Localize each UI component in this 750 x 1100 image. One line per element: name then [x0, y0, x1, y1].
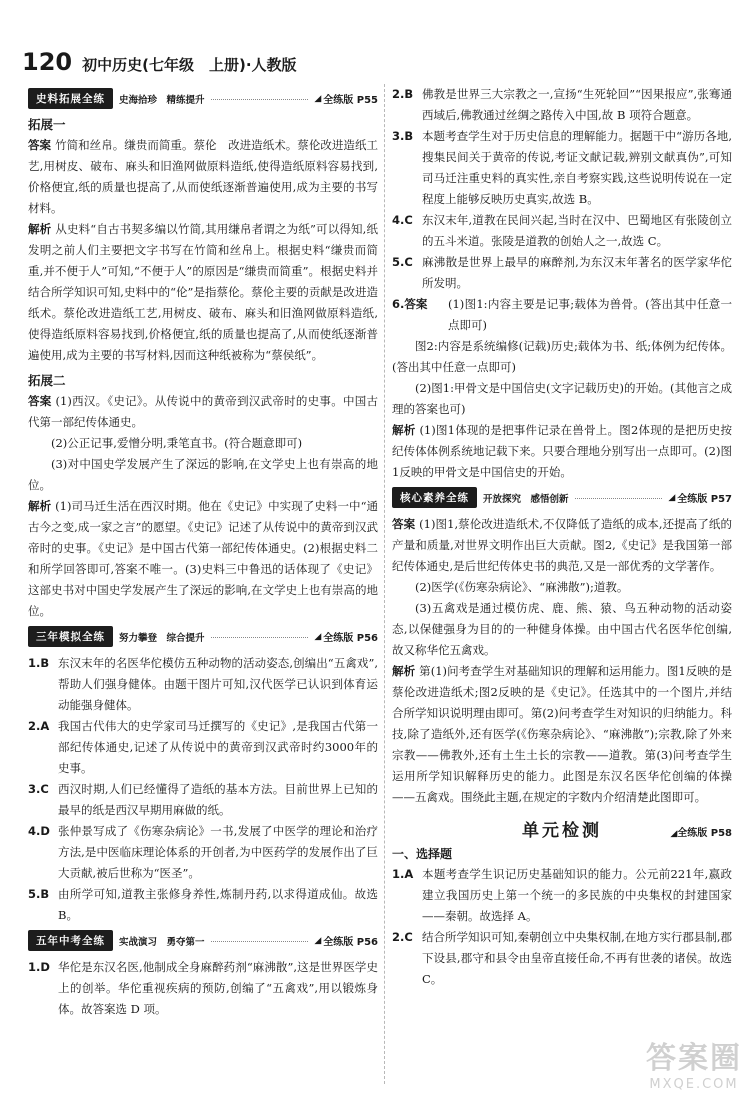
banner-slogan: 史海拾珍 精练提升 — [119, 94, 205, 106]
item-id: 1.D — [28, 960, 50, 974]
item-text: 东汉末年的名医华佗模仿五种动物的活动姿态,创编出“五禽戏”,帮助人们强身健体。由题干图片可知,汉代医学已认识到体育运动能强身健体。 — [58, 656, 378, 712]
item-text: 佛教是世界三大宗教之一,宣扬“生死轮回”“因果报应”,张骞通西域后,佛教通过丝绸之路传入中国,故 B 项符合题意。 — [422, 87, 732, 122]
banner-title: 五年中考全练 — [28, 930, 113, 951]
book-title: 初中历史(七年级 上册)·人教版 — [82, 56, 297, 74]
extension-2-analysis — [28, 496, 378, 622]
item-text: 麻沸散是世界上最早的麻醉剂,为东汉末年著名的医学家华佗所发明。 — [422, 255, 732, 290]
analysis-label: 解析 — [28, 222, 52, 236]
section-banner-history-extension — [28, 88, 378, 109]
answer-text: (1)西汉。《史记》。从传说中的黄帝到汉武帝时的史事。中国古代第一部纪传体通史。 — [28, 394, 378, 429]
page-header — [22, 48, 297, 78]
section-banner-three-year-mock — [28, 626, 378, 647]
item-text: 由所学可知,道教主张修身养性,炼制丹药,以求得道成仙。故选 B。 — [58, 887, 378, 922]
item-id: 2.B — [392, 87, 414, 101]
banner-rule — [211, 940, 309, 942]
answer-label: 答案 — [28, 138, 52, 152]
answer-item — [392, 126, 732, 210]
banner-ref-text: 全练版 P57 — [677, 494, 732, 505]
page-number: 120 — [22, 48, 73, 76]
banner-slogan: 实战演习 勇夺第一 — [119, 936, 205, 948]
item-id: 3.C — [28, 782, 49, 796]
section-banner-five-year-exam — [28, 930, 378, 951]
item-text: 我国古代伟大的史学家司马迁撰写的《史记》,是我国古代第一部纪传体通史,记述了从传说中的黄帝到汉武帝时约3000年的史事。 — [58, 719, 378, 775]
answer-item — [28, 653, 378, 716]
item-text: 结合所学知识可知,秦朝创立中央集权制,在地方实行郡县制,郡下设县,郡守和县令由皇帝直接任命,不再有世袭的诸侯。故选 C。 — [422, 930, 732, 986]
extension-2-title: 拓展二 — [28, 373, 66, 388]
watermark-url: MXQE.COM — [649, 1077, 739, 1092]
right-column — [392, 84, 732, 1094]
answer-item — [28, 779, 378, 821]
site-watermark — [646, 1033, 742, 1092]
answer-item — [392, 210, 732, 252]
core-answer-2: (2)医学(《伤寒杂病论》、“麻沸散”);道教。 — [415, 580, 629, 594]
banner-ref-text: 全练版 P58 — [677, 828, 732, 839]
extension-1-answer — [28, 135, 378, 219]
banner-slogan: 开放探究 感悟创新 — [483, 493, 569, 505]
item-id: 6.答案 — [392, 297, 428, 311]
column-divider — [384, 84, 385, 1084]
arrow-icon: ◢ — [668, 492, 676, 503]
banner-ref-text: 全练版 P56 — [323, 937, 378, 948]
answer-item — [28, 821, 378, 884]
question-6-analysis — [392, 420, 732, 483]
item-id: 2.C — [392, 930, 413, 944]
banner-ref-text: 全练版 P56 — [323, 633, 378, 644]
banner-rule — [211, 98, 309, 100]
answer-item — [392, 84, 732, 126]
item-text: 张仲景写成了《伤寒杂病论》一书,发展了中医学的理论和治疗方法,是中医临床理论体系的开创者,为中医药学的发展作出了巨大贡献,被后世称为“医圣”。 — [58, 824, 378, 880]
section-banner-core-literacy — [392, 487, 732, 508]
item-id: 3.B — [392, 129, 414, 143]
answer-item — [392, 927, 732, 990]
item-text: 东汉末年,道教在民间兴起,当时在汉中、巴蜀地区有张陵创立的五斗米道。张陵是道教的创始人之一,故选 C。 — [422, 213, 732, 248]
arrow-icon: ◢ — [314, 631, 322, 642]
banner-ref — [314, 933, 378, 948]
extension-2-answer-3: (3)对中国史学发展产生了深远的影响,在文学史上也有崇高的地位。 — [28, 457, 378, 492]
arrow-icon: ◢ — [670, 829, 678, 839]
analysis-label: 解析 — [392, 664, 416, 678]
answer-item — [28, 716, 378, 779]
extension-1-analysis — [28, 219, 378, 366]
answer-label: 答案 — [28, 394, 52, 408]
core-analysis — [392, 661, 732, 808]
unit-test-title: 单元检测 — [522, 821, 602, 841]
item-text: 西汉时期,人们已经懂得了造纸的基本方法。目前世界上已知的最早的纸是西汉早期用麻做的纸。 — [58, 782, 378, 817]
arrow-icon: ◢ — [314, 93, 322, 104]
banner-rule — [211, 636, 309, 638]
arrow-icon: ◢ — [314, 935, 322, 946]
banner-rule — [575, 497, 663, 499]
answer-label: 答案 — [392, 517, 416, 531]
item-text: 本题考查学生对于历史信息的理解能力。据题干中“游历各地,搜集民间关于黄帝的传说,考证文献记载,辨别文献真伪”,可知司马迁注重史料的真实性,亲自考察实践,这些说明传说在一定程度上能够反映历史真实,故选 B。 — [422, 129, 732, 206]
banner-title: 史料拓展全练 — [28, 88, 113, 109]
banner-ref — [668, 490, 732, 505]
answer-text: 竹简和丝帛。缣贵而简重。蔡伦 改进造纸术。蔡伦改进造纸工艺,用树皮、破布、麻头和旧渔网做原料造纸,使得造纸原料容易找到,价格便宜,纸的质量也提高了,从而使纸逐渐普遍使用,成为主要的书写材料。 — [28, 138, 378, 215]
banner-ref — [314, 629, 378, 644]
analysis-text: 从史料“自古书契多编以竹简,其用缣帛者谓之为纸”可以得知,纸发明之前人们主要把文字书写在竹简和丝帛上。根据史料“缣贵而简重,并不便于人”可知,“不便于人”的原因是“缣贵而简重”。根据史料并结合所学知识可知,史料中的“伦”是指蔡伦。蔡伦主要的贡献是改进造纸术。蔡伦改进造纸工艺,用树皮、破布、麻头和旧渔网做原料造纸,使得造纸原料容易找到,价格便宜,纸的质量也提高了,从而使纸逐渐普遍使用,成为主要的书写材料,因而这种纸被称为“蔡侯纸”。 — [28, 222, 378, 362]
banner-slogan: 努力攀登 综合提升 — [119, 632, 205, 644]
banner-ref — [314, 91, 378, 106]
analysis-text: 第(1)问考查学生对基础知识的理解和运用能力。图1反映的是蔡伦改进造纸术;图2反映的是《史记》。任选其中的一个图片,并结合所学知识说明理由即可。第(2)问考查学生对知识的归纳能力。科技,除了造纸外,还有医学(《伤寒杂病论》、“麻沸散”);宗教,除了外来宗教——佛教外,还有土生土长的宗教——道教。第(3)问考查学生运用所学知识解释历史的能力。此图是东汉名医华佗创编的体操——五禽戏。围绕此主题,在规定的字数内介绍清楚此图即可。 — [392, 664, 732, 804]
answer-item — [28, 884, 378, 926]
answer-item — [28, 957, 378, 1020]
item-id: 1.B — [28, 656, 50, 670]
question-6-answer — [392, 294, 732, 336]
question-6-answer-fig2: 图2:内容是系统编修(记载)历史;载体为书、纸;体例为纪传体。(答出其中任意一点即可) — [392, 339, 732, 374]
banner-ref-text: 全练版 P55 — [323, 95, 378, 106]
answer-item — [392, 252, 732, 294]
watermark-logo-text: 答案圈 — [646, 1041, 742, 1076]
item-id: 5.B — [28, 887, 50, 901]
item-id: 1.A — [392, 867, 414, 881]
extension-2-answer-2: (2)公正记事,爱憎分明,秉笔直书。(符合题意即可) — [51, 436, 303, 450]
answer-text: (1)图1,蔡伦改进造纸术,不仅降低了造纸的成本,还提高了纸的产量和质量,对世界文明作出巨大贡献。图2,《史记》是我国第一部纪传体通史,是后世纪传体史书的典范,又是一部优秀的文学著作。 — [392, 517, 732, 573]
item-text: 本题考查学生识记历史基础知识的能力。公元前221年,嬴政建立我国历史上第一个统一的多民族的中央集权的封建国家——秦朝。故选择 A。 — [422, 867, 732, 923]
item-id: 2.A — [28, 719, 50, 733]
left-column — [28, 84, 378, 1094]
analysis-label: 解析 — [392, 423, 416, 437]
core-answer-1 — [392, 514, 732, 577]
extension-1-title: 拓展一 — [28, 117, 66, 132]
banner-title: 三年模拟全练 — [28, 626, 113, 647]
analysis-label: 解析 — [28, 499, 52, 513]
question-type-heading: 一、选择题 — [392, 847, 453, 861]
core-answer-3: (3)五禽戏是通过模仿虎、鹿、熊、猿、鸟五种动物的活动姿态,以保健强身为目的的一种健身体操。由中国古代名医华佗创编,故又称华佗五禽戏。 — [392, 601, 732, 657]
extension-2-answer-1 — [28, 391, 378, 433]
analysis-text: (1)图1体现的是把事件记录在兽骨上。图2体现的是把历史按纪传体体例系统地记载下来。只要合理地分别写出一点即可。(2)图1反映的甲骨文是中国信史的开始。 — [392, 423, 732, 479]
unit-test-header — [392, 816, 732, 841]
item-id: 5.C — [392, 255, 413, 269]
item-id: 4.D — [28, 824, 50, 838]
analysis-text: (1)司马迁生活在西汉时期。他在《史记》中实现了史料一中“通古今之变,成一家之言”的愿望。《史记》记述了从传说中的黄帝到汉武帝时的史事。《史记》是中国古代第一部纪传体通史。(2)根据史料二和所学回答即可,答案不唯一。(3)史料三中鲁迅的话体现了《史记》这部史书对中国史学发展产生了深远的影响,在文学史上也有崇高的地位。 — [28, 499, 378, 618]
item-text: 华佗是东汉名医,他制成全身麻醉药剂“麻沸散”,这是世界医学史上的创举。华佗重视疾病的预防,创编了“五禽戏”,用以锻炼身体。故答案选 D 项。 — [58, 960, 378, 1016]
question-6-answer-part2: (2)图1:甲骨文是中国信史(文字记载历史)的开始。(其他言之成理的答案也可) — [392, 381, 732, 416]
banner-title: 核心素养全练 — [392, 487, 477, 508]
item-id: 4.C — [392, 213, 413, 227]
item-text: (1)图1:内容主要是记事;载体为兽骨。(答出其中任意一点即可) — [448, 297, 732, 332]
answer-item — [392, 864, 732, 927]
banner-ref — [670, 824, 732, 839]
